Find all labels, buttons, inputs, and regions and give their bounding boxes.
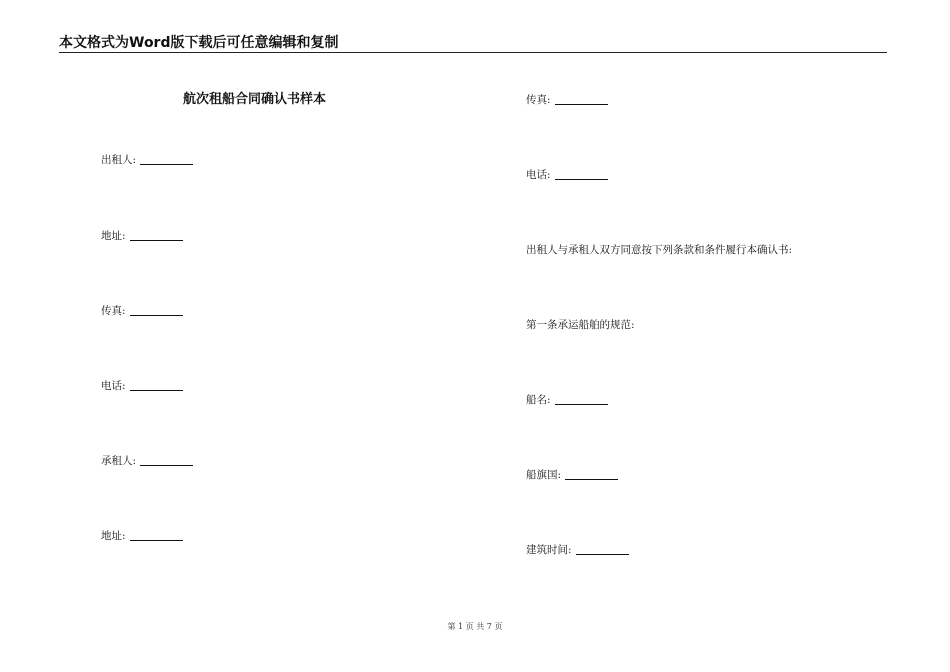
header-text: 本文格式为Word版下载后可任意编辑和复制 — [59, 35, 339, 51]
field-lessor-fax — [101, 304, 183, 318]
field-lessor — [101, 153, 193, 167]
blank-line — [565, 469, 618, 480]
field-label: 电话: — [101, 380, 126, 392]
blank-line — [555, 394, 608, 405]
page-header — [59, 34, 887, 53]
field-label: 传真: — [526, 94, 551, 106]
field-charterer-phone — [526, 168, 608, 182]
blank-line — [130, 305, 183, 316]
field-label: 地址: — [101, 230, 126, 242]
field-label: 传真: — [101, 305, 126, 317]
field-label: 出租人: — [101, 154, 137, 166]
page-footer: 第 1 页 共 7 页 — [447, 622, 503, 631]
field-flag-state — [526, 468, 618, 482]
field-lessor-phone — [101, 379, 183, 393]
field-charterer — [101, 454, 193, 468]
field-label: 地址: — [101, 530, 126, 542]
blank-line — [576, 544, 629, 555]
field-build-date — [526, 543, 629, 557]
field-lessor-address — [101, 229, 183, 243]
blank-line — [130, 230, 183, 241]
blank-line — [555, 94, 608, 105]
field-ship-name — [526, 393, 608, 407]
field-label: 建筑时间: — [526, 544, 572, 556]
field-charterer-address — [101, 529, 183, 543]
agreement-paragraph: 出租人与承租人双方同意按下列条款和条件履行本确认书: — [526, 244, 793, 256]
field-label: 承租人: — [101, 455, 137, 467]
document-title: 航次租船合同确认书样本 — [183, 92, 327, 107]
blank-line — [130, 530, 183, 541]
field-label: 船旗国: — [526, 469, 562, 481]
blank-line — [555, 169, 608, 180]
clause-one-heading: 第一条承运船舶的规范: — [526, 319, 635, 331]
blank-line — [130, 380, 183, 391]
blank-line — [140, 154, 193, 165]
field-charterer-fax — [526, 93, 608, 107]
field-label: 电话: — [526, 169, 551, 181]
blank-line — [140, 455, 193, 466]
field-label: 船名: — [526, 394, 551, 406]
